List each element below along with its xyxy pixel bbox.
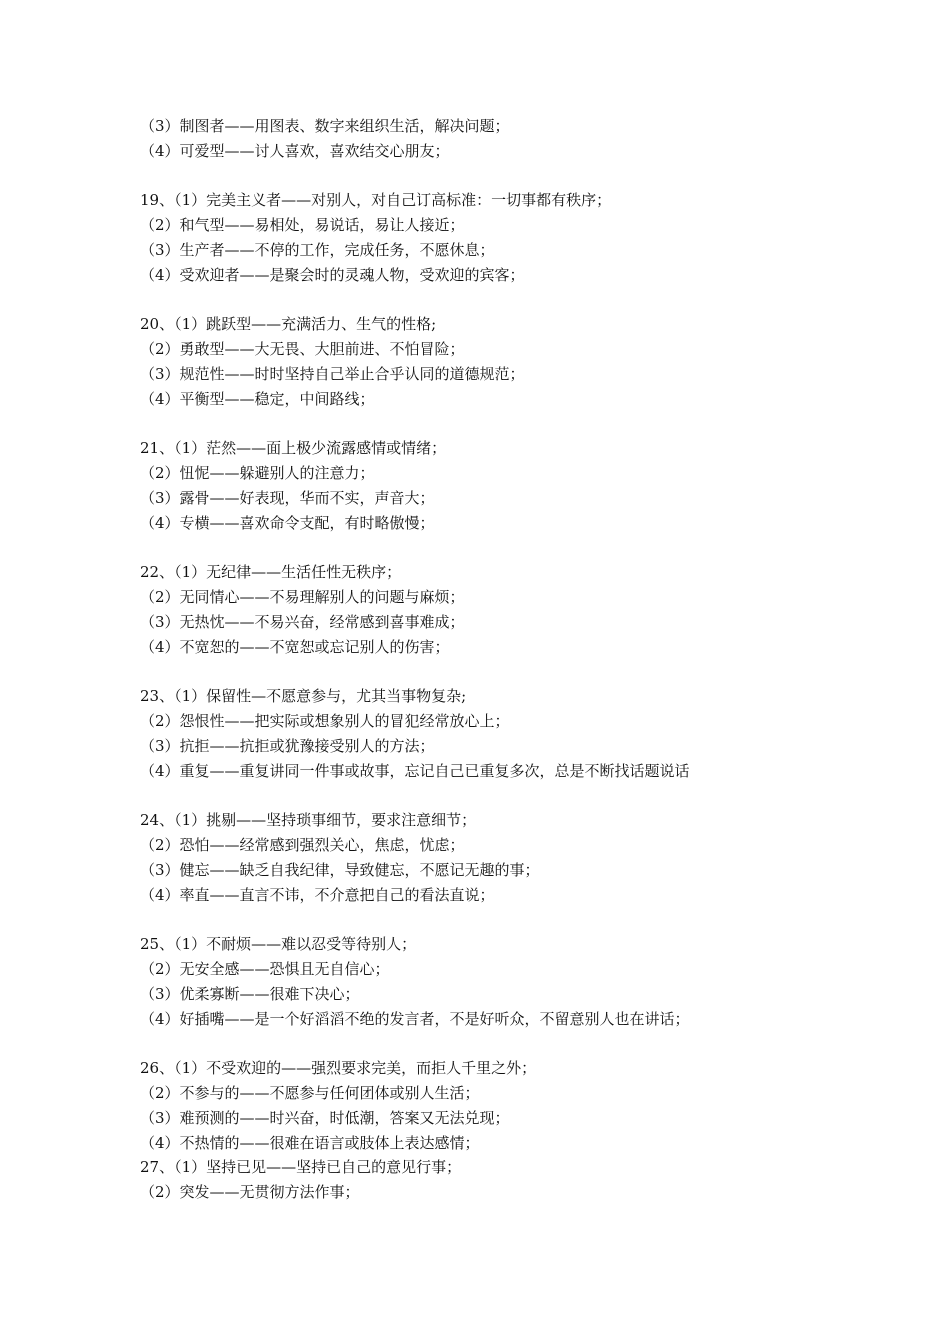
- question-21-option-3: （3）露骨——好表现，华而不实，声音大；: [140, 488, 435, 507]
- question-20-option-1: 20、（1）跳跃型——充满活力、生气的性格;: [140, 315, 437, 334]
- question-26-option-3: （3）难预测的——时兴奋，时低潮，答案又无法兑现；: [140, 1108, 510, 1127]
- question-27-option-2: （2）突发——无贯彻方法作事；: [140, 1183, 360, 1202]
- question-26-option-4: （4）不热情的——很难在语言或肢体上表达感情；: [140, 1133, 480, 1152]
- question-23-option-4: （4）重复——重复讲同一件事或故事，忘记自己已重复多次，总是不断找话题说话: [140, 761, 690, 780]
- paragraph-gap: [140, 660, 910, 685]
- question-24-option-4: （4）率直——直言不讳，不介意把自己的看法直说；: [140, 885, 495, 904]
- question-21-option-2: （2）忸怩——躲避别人的注意力；: [140, 464, 375, 483]
- question-23-option-1: 23、（1）保留性—不愿意参与，尤其当事物复杂;: [140, 687, 467, 706]
- question-25-option-1: 25、（1）不耐烦——难以忍受等待别人；: [140, 935, 417, 954]
- question-22-option-1: 22、（1）无纪律——生活任性无秩序；: [140, 563, 402, 582]
- paragraph-gap: [140, 908, 910, 933]
- question-20-option-2: （2）勇敢型——大无畏、大胆前进、不怕冒险；: [140, 340, 465, 359]
- question-26-option-1: 26、（1）不受欢迎的——强烈要求完美，而拒人千里之外；: [140, 1059, 537, 1078]
- paragraph-gap: [140, 164, 910, 189]
- question-24-option-3: （3）健忘——缺乏自我纪律，导致健忘，不愿记无趣的事；: [140, 860, 540, 879]
- question-21-option-4: （4）专横——喜欢命令支配，有时略傲慢；: [140, 513, 435, 532]
- question-27-option-1: 27、（1）坚持已见——坚持已自己的意见行事；: [140, 1158, 462, 1177]
- paragraph-gap: [140, 288, 910, 313]
- question-20-option-4: （4）平衡型——稳定，中间路线；: [140, 389, 375, 408]
- question-25-option-3: （3）优柔寡断——很难下决心；: [140, 984, 360, 1003]
- question-23-option-2: （2）怨恨性——把实际或想象别人的冒犯经常放心上；: [140, 712, 510, 731]
- question-22-option-4: （4）不宽恕的——不宽恕或忘记别人的伤害；: [140, 637, 450, 656]
- question-25-option-4: （4）好插嘴——是一个好滔滔不绝的发言者，不是好听众，不留意别人也在讲话；: [140, 1009, 690, 1028]
- question-19-option-4: （4）受欢迎者——是聚会时的灵魂人物，受欢迎的宾客；: [140, 265, 525, 284]
- question-19-option-3: （3）生产者——不停的工作，完成任务，不愿休息；: [140, 240, 495, 259]
- question-26-option-2: （2）不参与的——不愿参与任何团体或别人生活；: [140, 1084, 480, 1103]
- paragraph-gap: [140, 536, 910, 561]
- paragraph-gap: [140, 784, 910, 809]
- question-25-option-2: （2）无安全感——恐惧且无自信心；: [140, 960, 390, 979]
- question-23-option-3: （3）抗拒——抗拒或犹豫接受别人的方法；: [140, 736, 435, 755]
- document-page: [140, 114, 910, 1205]
- question-24-option-2: （2）恐怕——经常感到强烈关心，焦虑，忧虑；: [140, 836, 465, 855]
- question-19-option-1: 19、（1）完美主义者——对别人，对自己订高标准：一切事都有秩序；: [140, 191, 612, 210]
- paragraph-gap: [140, 412, 910, 437]
- paragraph-gap: [140, 1031, 910, 1056]
- question-24-option-1: 24、（1）挑剔——坚持琐事细节，要求注意细节；: [140, 811, 477, 830]
- text-line: （4）可爱型——讨人喜欢，喜欢结交心朋友；: [140, 141, 450, 160]
- question-21-option-1: 21、（1）茫然——面上极少流露感情或情绪；: [140, 439, 447, 458]
- question-19-option-2: （2）和气型——易相处，易说话，易让人接近；: [140, 216, 465, 235]
- question-22-option-2: （2）无同情心——不易理解别人的问题与麻烦；: [140, 588, 465, 607]
- text-line: （3）制图者——用图表、数字来组织生活，解决问题；: [140, 117, 510, 135]
- question-20-option-3: （3）规范性——时时坚持自己举止合乎认同的道德规范；: [140, 364, 525, 383]
- question-22-option-3: （3）无热忱——不易兴奋，经常感到喜事难成；: [140, 612, 465, 631]
